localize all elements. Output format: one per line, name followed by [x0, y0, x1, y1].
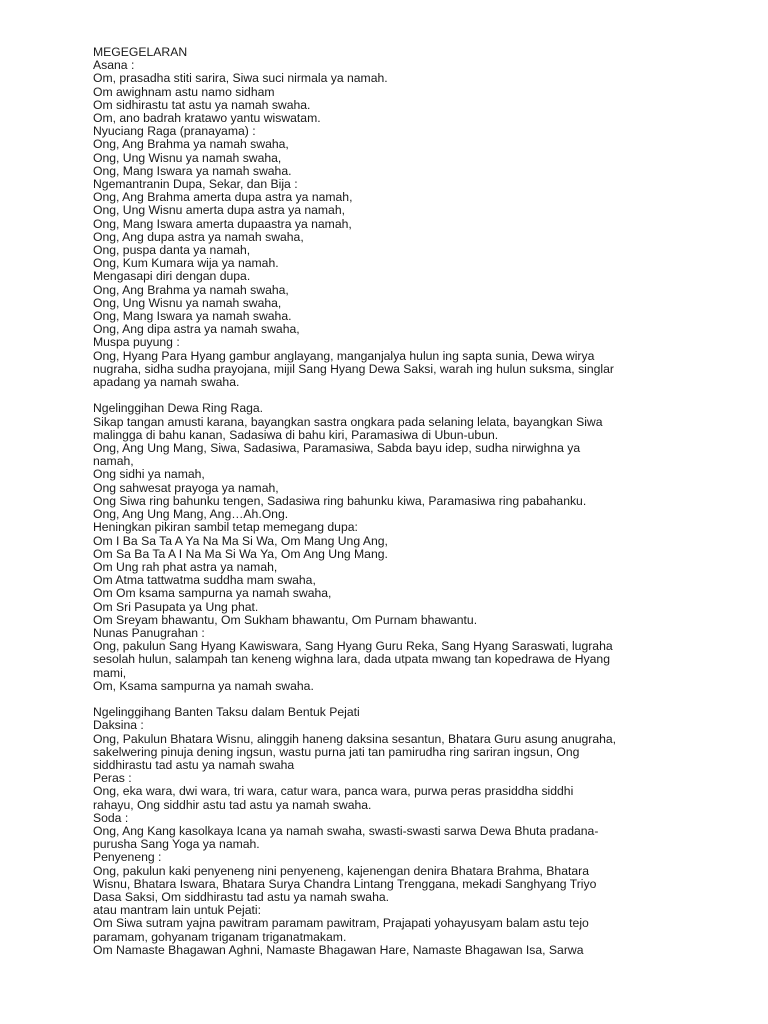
text-line: Ong, Ang Ung Mang, Ang…Ah.Ong. — [93, 507, 289, 522]
section-heading: MEGEGELARAN — [93, 45, 188, 59]
text-line: Sikap tangan amusti karana, bayangkan sastra ongkara pada selaning lelata, bayangkan Siwa — [93, 414, 603, 429]
text-line: Ong, Ung Wisnu ya namah swaha, — [93, 295, 282, 310]
text-line: Om Om ksama sampurna ya namah swaha, — [93, 586, 332, 601]
text-line: atau mantram lain untuk Pejati: — [93, 903, 262, 918]
text-line: Ong, Pakulun Bhatara Wisnu, alinggih haneng daksina sesantun, Bhatara Guru asung anugraha, — [93, 731, 617, 746]
text-line: rahayu, Ong siddhir astu tad astu ya namah swaha. — [93, 797, 372, 812]
text-line: Dasa Saksi, Om siddhirastu tad astu ya namah swaha. — [93, 889, 390, 904]
text-line: apadang ya namah swaha. — [93, 375, 240, 390]
text-line: Ong, Ang Kang kasolkaya Icana ya namah swaha, swasti-swasti sarwa Dewa Bhuta pradana- — [93, 823, 599, 838]
document-section — [93, 402, 653, 692]
text-line: sakelwering pinuja dening ingsun, wastu purna jati tan pamirudha ring sariran ingsun, Ong — [93, 744, 580, 759]
text-line: Ong, Hyang Para Hyang gambur anglayang, manganjalya hulun ing sapta sunia, Dewa wirya — [93, 348, 595, 363]
text-line: namah, — [93, 454, 134, 469]
document-page — [93, 46, 653, 957]
text-line: Om, prasadha stiti sarira, Siwa suci nirmala ya namah. — [93, 71, 388, 86]
text-line: Ong, pakulun Sang Hyang Kawiswara, Sang Hyang Guru Reka, Sang Hyang Saraswati, lugraha — [93, 639, 613, 654]
text-line: Ong, Ang dipa astra ya namah swaha, — [93, 322, 300, 337]
text-line: Muspa puyung : — [93, 335, 180, 350]
text-line: Ong, Ang Ung Mang, Siwa, Sadasiwa, Paramasiwa, Sabda bayu idep, sudha nirwighna ya — [93, 441, 581, 456]
text-line: Peras : — [93, 771, 132, 786]
section-heading: Ngelinggihang Banten Taksu dalam Bentuk Pejati — [93, 705, 360, 720]
text-line: Ngemantranin Dupa, Sekar, dan Bija : — [93, 177, 298, 192]
text-line: purusha Sang Yoga ya namah. — [93, 837, 260, 852]
text-line: Ong, Mang Iswara ya namah swaha. — [93, 163, 292, 178]
document-section — [93, 706, 653, 957]
text-line: Om, ano badrah kratawo yantu wiswatam. — [93, 111, 321, 126]
text-line: Ong, Kum Kumara wija ya namah. — [93, 256, 279, 271]
section-heading: Ngelinggihan Dewa Ring Raga. — [93, 401, 264, 416]
text-line: Om Sreyam bhawantu, Om Sukham bhawantu, Om Purnam bhawantu. — [93, 612, 478, 627]
text-line: Ong, Ang Brahma ya namah swaha, — [93, 137, 289, 152]
document-section — [93, 46, 653, 389]
text-line: Ong sahwesat prayoga ya namah, — [93, 480, 279, 495]
text-line: nugraha, sidha sudha prayojana, mijil Sang Hyang Dewa Saksi, warah ing hulun suksma, singlar — [93, 361, 614, 376]
text-line: paramam, gohyanam triganam triganatmakam. — [93, 929, 347, 944]
text-line: Om Siwa sutram yajna pawitram paramam pawitram, Prajapati yohayusyam balam astu tejo — [93, 916, 589, 931]
text-line: Ong, Ang Brahma ya namah swaha, — [93, 282, 289, 297]
text-line: Om Sri Pasupata ya Ung phat. — [93, 599, 259, 614]
text-line: Ong, Mang Iswara amerta dupaastra ya namah, — [93, 216, 352, 231]
text-line: Ong, puspa danta ya namah, — [93, 243, 251, 258]
text-line: siddhirastu tad astu ya namah swaha — [93, 757, 295, 772]
text-line: Ong, Ang Brahma amerta dupa astra ya namah, — [93, 190, 353, 205]
text-line: sesolah hulun, salampah tan keneng wighna lara, dada utpata mwang tan kopedrawa de Hyang — [93, 652, 610, 667]
text-line: Ong, Ung Wisnu ya namah swaha, — [93, 150, 282, 165]
text-line: Soda : — [93, 810, 129, 825]
text-line: Nyuciang Raga (pranayama) : — [93, 124, 256, 139]
text-line: Ong, pakulun kaki penyeneng nini penyeneng, kajenengan denira Bhatara Brahma, Bhatara — [93, 863, 589, 878]
text-line: Om Sa Ba Ta A I Na Ma Si Wa Ya, Om Ang Ung Mang. — [93, 546, 388, 561]
text-line: Ong, Ung Wisnu amerta dupa astra ya namah, — [93, 203, 346, 218]
text-line: Om, Ksama sampurna ya namah swaha. — [93, 678, 314, 693]
text-line: Wisnu, Bhatara Iswara, Bhatara Surya Chandra Lintang Trenggana, mekadi Sanghyang Triyo — [93, 876, 597, 891]
text-line: Ong, Mang Iswara ya namah swaha. — [93, 309, 292, 324]
text-line: Om awighnam astu namo sidham — [93, 84, 275, 99]
text-line: Daksina : — [93, 718, 144, 733]
text-line: mami, — [93, 665, 127, 680]
text-line: Om Namaste Bhagawan Aghni, Namaste Bhagawan Hare, Namaste Bhagawan Isa, Sarwa — [93, 942, 584, 957]
text-line: Heningkan pikiran sambil tetap memegang dupa: — [93, 520, 358, 535]
text-line: Om sidhirastu tat astu ya namah swaha. — [93, 97, 311, 112]
text-line: Ong, Ang dupa astra ya namah swaha, — [93, 229, 304, 244]
text-line: Penyeneng : — [93, 850, 162, 865]
text-line: Ong Siwa ring bahunku tengen, Sadasiwa ring bahunku kiwa, Paramasiwa ring pabahanku. — [93, 493, 587, 508]
text-line: Asana : — [93, 58, 135, 73]
text-line: Nunas Panugrahan : — [93, 625, 205, 640]
text-line: Ong sidhi ya namah, — [93, 467, 205, 482]
text-line: Om Atma tattwatma suddha mam swaha, — [93, 573, 316, 588]
text-line: malingga di bahu kanan, Sadasiwa di bahu kiri, Paramasiwa di Ubun-ubun. — [93, 427, 499, 442]
text-line: Mengasapi diri dengan dupa. — [93, 269, 251, 284]
text-line: Om I Ba Sa Ta A Ya Na Ma Si Wa, Om Mang Ung Ang, — [93, 533, 388, 548]
text-line: Ong, eka wara, dwi wara, tri wara, catur wara, panca wara, purwa peras prasiddha siddhi — [93, 784, 574, 799]
text-line: Om Ung rah phat astra ya namah, — [93, 559, 278, 574]
